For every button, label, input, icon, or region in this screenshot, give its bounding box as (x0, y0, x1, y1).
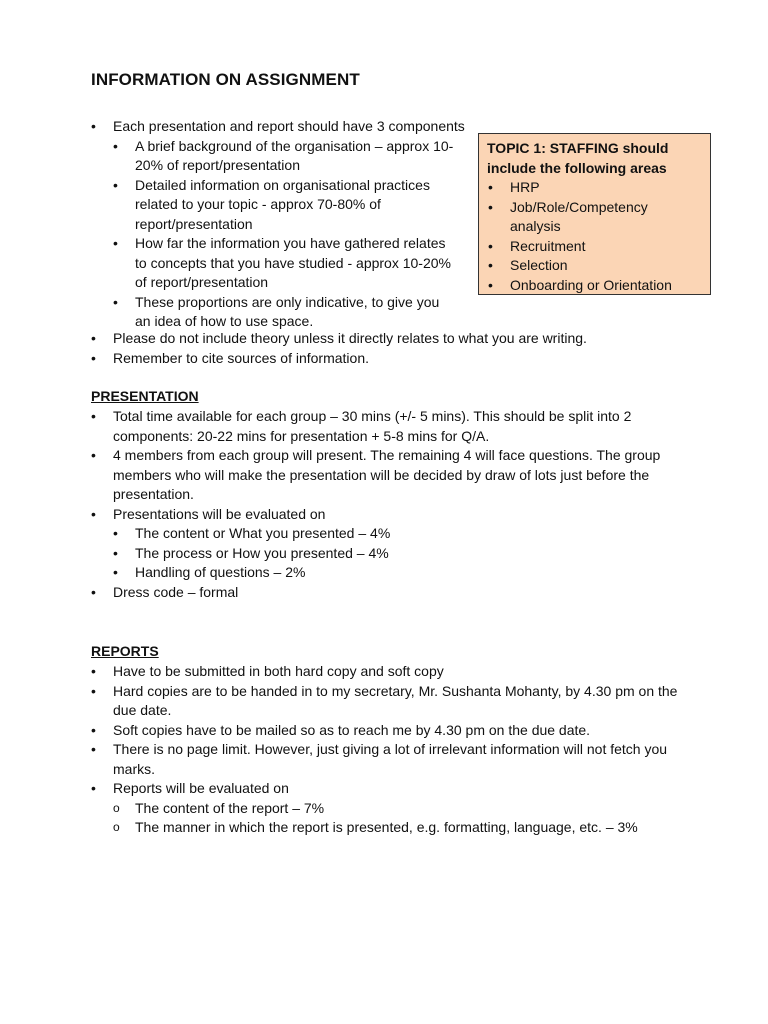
list-item: • How far the information you have gathered relates to concepts that you have studied - approx 10-20% of report/presentation (113, 234, 458, 293)
topic-list (487, 178, 702, 295)
topic-title: TOPIC 1: STAFFING should include the following areas (487, 140, 669, 176)
list-item: • The content or What you presented – 4% (113, 524, 671, 544)
presentation-heading: PRESENTATION (91, 388, 199, 404)
list-item: • Dress code – formal (91, 583, 671, 603)
reports-list (91, 662, 691, 838)
topic-box (478, 133, 711, 295)
list-item: • The process or How you presented – 4% (113, 544, 671, 564)
list-item: • Detailed information on organisational practices related to your topic - approx 70-80% of report/presentation (113, 176, 458, 235)
list-item: • There is no page limit. However, just giving a lot of irrelevant information will not fetch you marks. (91, 740, 691, 779)
list-item: • Total time available for each group – 30 mins (+/- 5 mins). This should be split into 2 components: 20-22 mins for presentation + 5-8 mins for Q/A. (91, 407, 671, 446)
list-item: • A brief background of the organisation – approx 10-20% of report/presentation (113, 137, 458, 176)
list-item: • 4 members from each group will present. The remaining 4 will face questions. The group members who will make the presentation will be decided by draw of lots just before the presentation. (91, 446, 671, 505)
list-item: • Soft copies have to be mailed so as to reach me by 4.30 pm on the due date. (91, 721, 691, 741)
list-item: • Selection (487, 256, 702, 276)
list-item: o The content of the report – 7% (113, 799, 691, 819)
list-item: • Remember to cite sources of information. (91, 349, 711, 369)
intro-list-tail (91, 329, 711, 368)
list-item: • Each presentation and report should have 3 components • A brief background of the organisation – approx 10-20% of report/presentation • Detailed information on organisational practices related to your topic - approx 70-80% of report/presentation • How far the information you have gathered relates to concepts that you have studied - approx 10-20% of report/presentation • These proportions are only indicative, to give you an idea of how to use space. (91, 117, 486, 332)
list-item: • HRP (487, 178, 702, 198)
list-item: • Presentations will be evaluated on • The content or What you presented – 4% • The process or How you presented – 4% • Handling of questions – 2% (91, 505, 671, 583)
list-item: • These proportions are only indicative, to give you an idea of how to use space. (113, 293, 458, 332)
presentation-sublist (113, 524, 671, 583)
list-item: • Hard copies are to be handed in to my secretary, Mr. Sushanta Mohanty, by 4.30 pm on the due date. (91, 682, 691, 721)
list-item: • Have to be submitted in both hard copy and soft copy (91, 662, 691, 682)
intro-sublist (113, 137, 458, 332)
list-item: • Onboarding or Orientation (487, 276, 702, 296)
reports-sublist (113, 799, 691, 838)
presentation-list (91, 407, 671, 602)
list-item: • Handling of questions – 2% (113, 563, 671, 583)
list-item: • Recruitment (487, 237, 702, 257)
list-item: • Job/Role/Competency analysis (487, 198, 702, 237)
list-item: • Reports will be evaluated on o The content of the report – 7% o The manner in which the report is presented, e.g. formatting, language, etc. – 3% (91, 779, 691, 838)
intro-list (91, 117, 486, 332)
reports-heading: REPORTS (91, 643, 159, 659)
list-item: o The manner in which the report is presented, e.g. formatting, language, etc. – 3% (113, 818, 691, 838)
document-title: INFORMATION ON ASSIGNMENT (91, 70, 360, 89)
list-item: • Please do not include theory unless it directly relates to what you are writing. (91, 329, 711, 349)
